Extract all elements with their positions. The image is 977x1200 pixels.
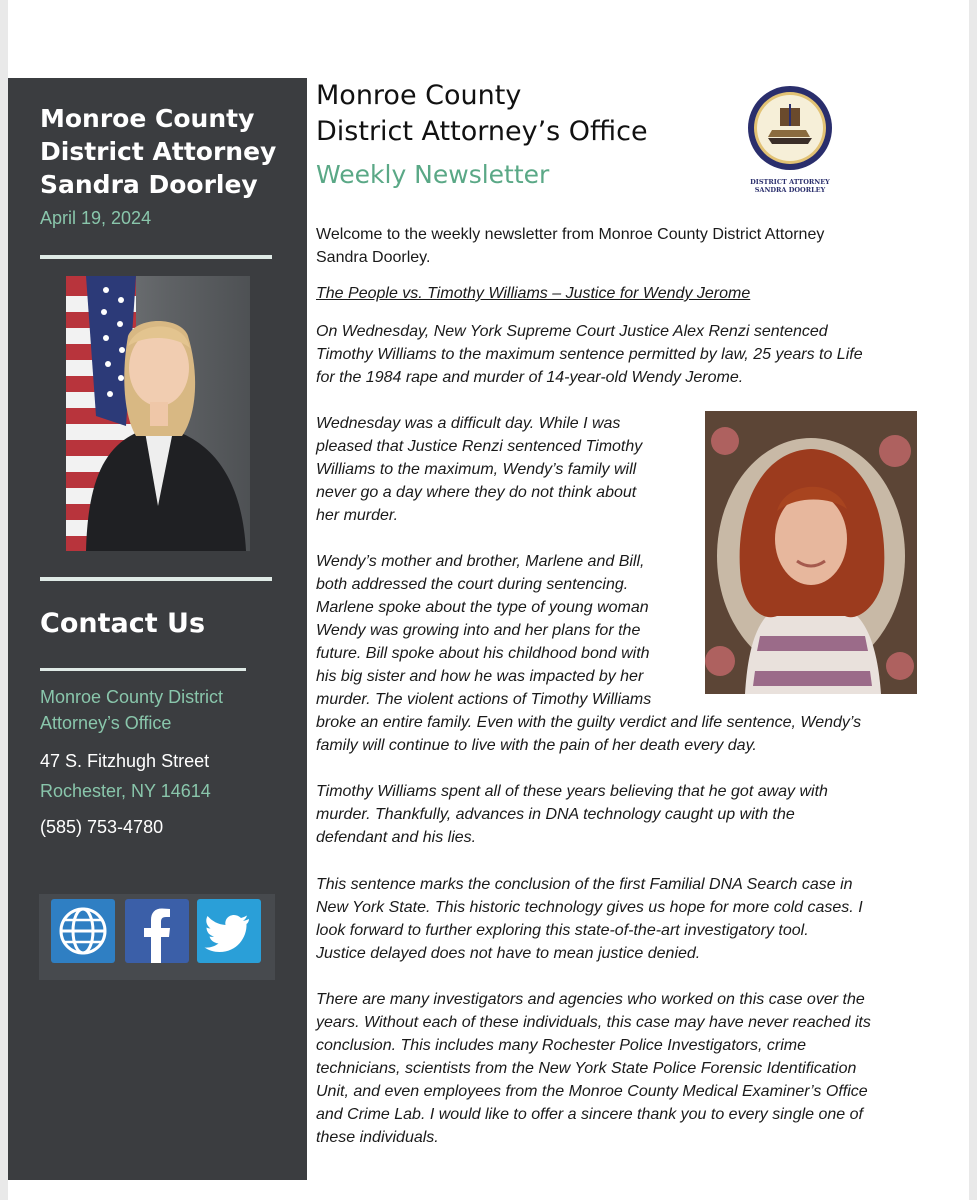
seal-icon: [744, 82, 836, 174]
divider: [40, 577, 272, 581]
page-edge-left: [0, 0, 8, 1200]
paragraph-3: Wendy’s mother and brother, Marlene and Bill, both addressed the court during sentencing. Marlene spoke about the type of young woman Wendy was growing into and her plans for the future. Bill spoke about his childhood bond with his big sister and how he was impacted by her murder. The violent actions of Timothy Williams broke an entire family. Even with the guilty verdict and life sentence, Wendy’s family will continue to live with the pain of her death every day.: [316, 553, 862, 754]
article-headline[interactable]: The People vs. Timothy Williams – Justice for Wendy Jerome: [316, 285, 751, 302]
paragraph-2: Wednesday was a difficult day. While I was pleased that Justice Renzi sentenced Timothy Williams to the maximum, Wendy’s family will never go a day where they do not think about her murder.: [316, 415, 643, 524]
sidebar-title: Monroe County District Attorney Sandra Doorley: [40, 104, 277, 199]
contact-heading: Contact Us: [40, 608, 206, 639]
newsletter-date: April 19, 2024: [40, 208, 152, 228]
phone-number[interactable]: (585) 753-4780: [40, 817, 164, 837]
divider: [40, 255, 272, 259]
seal-caption: DISTRICT ATTORNEY SANDRA DOORLEY: [750, 178, 830, 194]
office-title: Monroe County District Attorney’s Office: [316, 80, 648, 147]
city-state-zip: Rochester, NY 14614: [40, 781, 211, 801]
page-edge-right: [969, 0, 977, 1200]
newsletter-subtitle: Weekly Newsletter: [316, 160, 550, 189]
sidebar: [8, 78, 307, 1180]
facebook-icon[interactable]: [125, 899, 189, 963]
street-address: 47 S. Fitzhugh Street: [40, 751, 210, 771]
paragraph-4: Timothy Williams spent all of these years believing that he got away with murder. Thankfully, advances in DNA technology caught up with the defendant and his lies.: [316, 783, 828, 846]
da-portrait-photo: [66, 276, 250, 551]
globe-icon[interactable]: [51, 899, 115, 963]
office-name-line-1: Monroe County District: [40, 687, 224, 707]
social-links: [39, 894, 275, 980]
divider: [40, 668, 246, 671]
twitter-icon[interactable]: [197, 899, 261, 963]
paragraph-5: This sentence marks the conclusion of the first Familial DNA Search case in New York State. This historic technology gives us hope for more cold cases. I look forward to further exploring this state-of-the-art investigatory tool. Justice delayed does not have to mean justice denied.: [316, 876, 863, 962]
intro-paragraph: Welcome to the weekly newsletter from Monroe County District Attorney Sandra Doorley.: [316, 226, 825, 266]
paragraph-6: There are many investigators and agencies who worked on this case over the years. Without each of these individuals, this case may have never reached its conclusion. This includes many Rochester Police Investigators, crime technicians, scientists from the New York State Police Forensic Identification Unit, and even employees from the Monroe County Medical Examiner’s Office and Crime Lab. I would like to offer a sincere thank you to every single one of these individuals.: [316, 991, 871, 1146]
office-name-line-2: Attorney’s Office: [40, 713, 172, 733]
paragraph-1: On Wednesday, New York Supreme Court Justice Alex Renzi sentenced Timothy Williams to the maximum sentence permitted by law, 25 years to Life for the 1984 rape and murder of 14-year-old Wendy Jerome.: [316, 323, 863, 386]
person-silhouette-icon: [66, 276, 250, 551]
district-attorney-seal: [744, 82, 836, 194]
